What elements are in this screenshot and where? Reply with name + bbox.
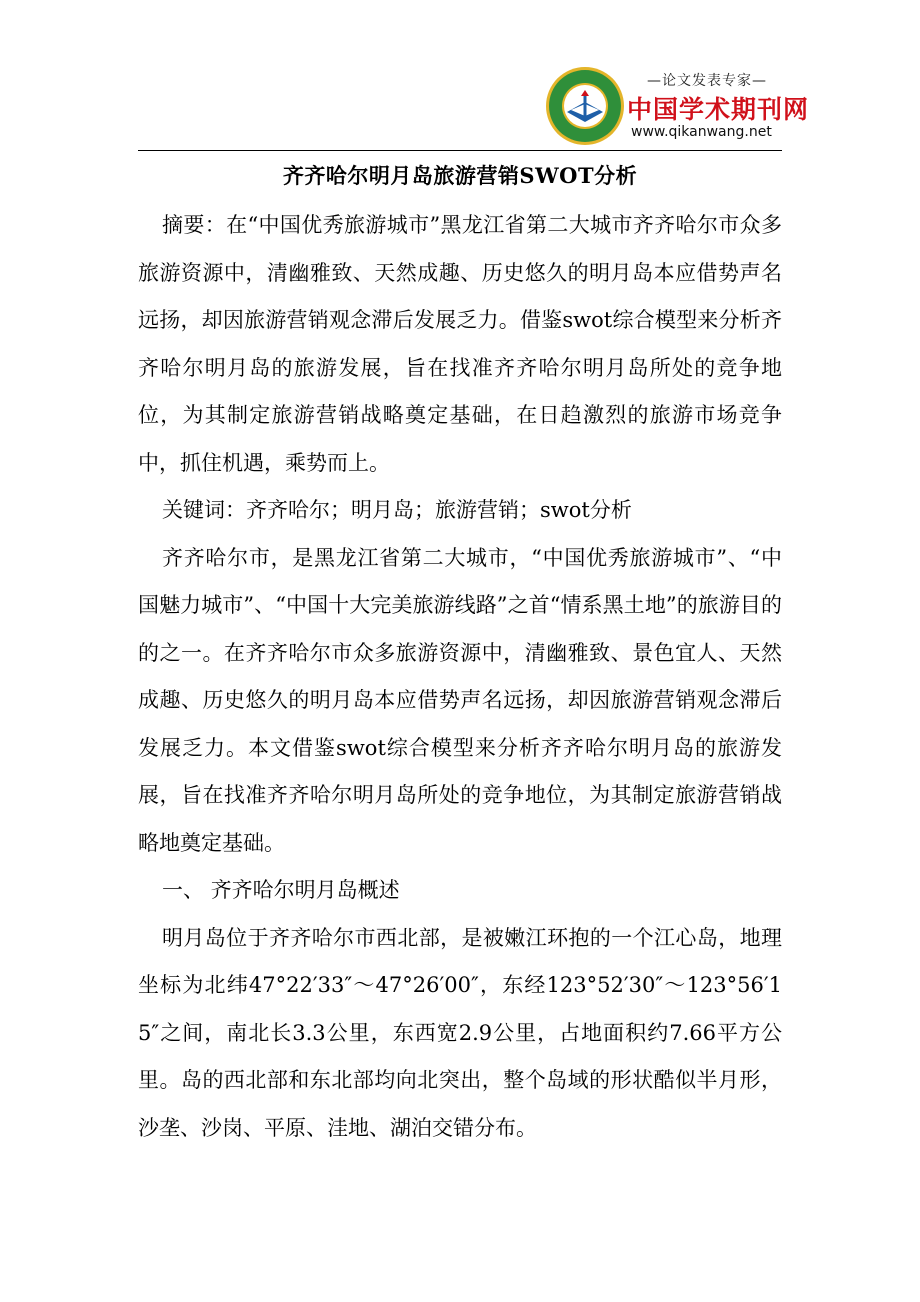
logo-slogan: —论文发表专家—	[647, 73, 767, 89]
logo-url: www.qikanwang.net	[631, 124, 772, 140]
document-title: 齐齐哈尔明月岛旅游营销SWOT分析	[282, 163, 638, 188]
publisher-logo	[545, 64, 810, 152]
document-body	[138, 202, 782, 1152]
publisher-seal-icon	[545, 66, 625, 146]
section-body-paragraph: 明月岛位于齐齐哈尔市西北部，是被嫩江环抱的一个江心岛，地理坐标为北纬47°22′33″～47°26′00″，东经123°52′30″～123°56′15″之间，南北长3.3公里，东西宽2.9公里，占地面积约7.66平方公里。岛的西北部和东北部均向北突出，整个岛域的形状酷似半月形，沙垄、沙岗、平原、洼地、湖泊交错分布。	[138, 925, 783, 1140]
header-divider	[138, 150, 782, 151]
section-heading: 一、 齐齐哈尔明月岛概述	[162, 878, 400, 902]
abstract-paragraph: 摘要：在“中国优秀旅游城市”黑龙江省第二大城市齐齐哈尔市众多旅游资源中，清幽雅致、天然成趣、历史悠久的明月岛本应借势声名远扬，却因旅游营销观念滞后发展乏力。借鉴swot综合模型来分析齐齐哈尔明月岛的旅游发展，旨在找准齐齐哈尔明月岛所处的竞争地位，为其制定旅游营销战略奠定基础，在日趋激烈的旅游市场竞争中，抓住机遇，乘势而上。	[138, 213, 782, 475]
logo-brand-name: 中国学术期刊网	[627, 95, 810, 124]
intro-paragraph: 齐齐哈尔市，是黑龙江省第二大城市，“中国优秀旅游城市”、“中国魅力城市”、“中国十大完美旅游线路”之首“情系黑土地”的旅游目的的之一。在齐齐哈尔市众多旅游资源中，清幽雅致、景色宜人、天然成趣、历史悠久的明月岛本应借势声名远扬，却因旅游营销观念滞后发展乏力。本文借鉴swot综合模型来分析齐齐哈尔明月岛的旅游发展，旨在找准齐齐哈尔明月岛所处的竞争地位，为其制定旅游营销战略地奠定基础。	[138, 545, 782, 855]
keywords-paragraph: 关键词：齐齐哈尔；明月岛；旅游营销；swot分析	[162, 498, 632, 522]
